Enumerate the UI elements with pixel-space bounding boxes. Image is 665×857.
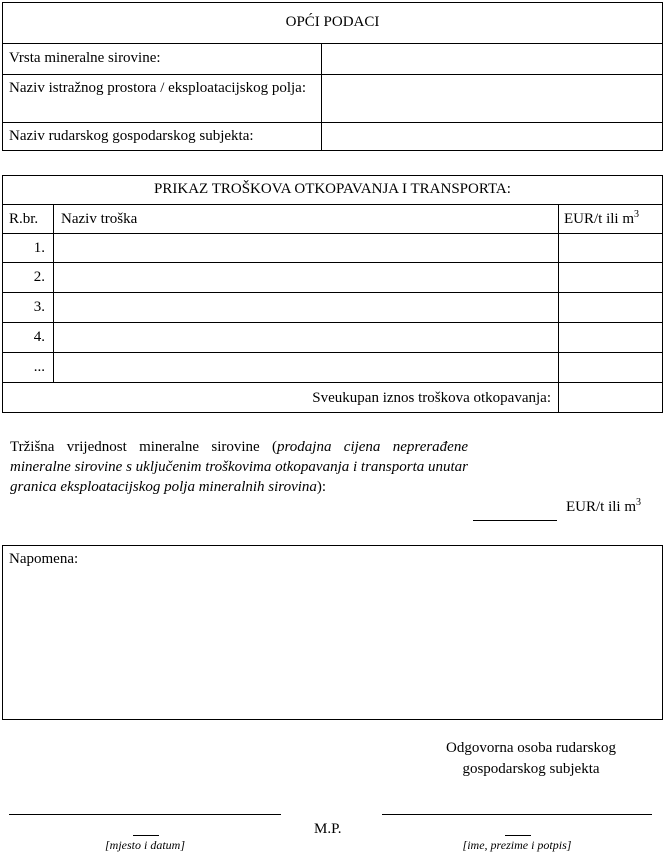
market-text-b: ):	[316, 479, 327, 495]
mineral-type-field[interactable]	[322, 44, 662, 74]
company-name-field[interactable]	[322, 123, 662, 150]
cost-value-field[interactable]	[559, 293, 662, 322]
cost-name-field[interactable]	[54, 263, 558, 292]
note-field[interactable]	[9, 572, 654, 712]
unit-sup: 3	[634, 209, 640, 220]
row-no: 3.	[33, 299, 45, 315]
field-name-field[interactable]	[322, 75, 662, 122]
divider	[133, 835, 159, 836]
cost-name-field[interactable]	[54, 353, 558, 382]
signature-line[interactable]	[382, 814, 652, 815]
unit-text: EUR/t ili m	[566, 499, 637, 515]
cost-value-field[interactable]	[559, 234, 662, 262]
header-unit	[564, 211, 639, 228]
row-no: ...	[33, 359, 45, 375]
company-name-label: Naziv rudarskog gospodarskog subjekta:	[9, 128, 254, 144]
divider	[505, 835, 531, 836]
place-date-caption: [mjesto i datum]	[104, 838, 185, 852]
field-name-label: Naziv istražnog prostora / eksploatacijskog polja:	[9, 80, 307, 96]
note-label: Napomena:	[9, 551, 79, 567]
market-unit	[566, 499, 641, 516]
total-label: Sveukupan iznos troškova otkopavanja:	[312, 390, 551, 406]
stamp-label: M.P.	[314, 821, 342, 837]
mineral-type-label: Vrsta mineralne sirovine:	[9, 50, 161, 66]
unit-text: EUR/t ili m	[564, 211, 635, 227]
general-title: OPĆI PODACI	[285, 14, 380, 30]
header-name: Naziv troška	[61, 211, 138, 227]
market-text-italic: prodajna cijena neprerađene mineralne sirovine s uključenim troškovima otkopavanja i transporta unutar granica eksploatacijskog polja mineralnih sirovina	[10, 439, 469, 495]
header-no: R.br.	[9, 211, 39, 227]
unit-sup: 3	[636, 497, 642, 508]
cost-name-field[interactable]	[54, 323, 558, 352]
market-value-field[interactable]	[473, 500, 557, 521]
total-value-field[interactable]	[559, 383, 662, 412]
place-date-line[interactable]	[9, 814, 281, 815]
divider	[2, 204, 663, 205]
cost-value-field[interactable]	[559, 263, 662, 292]
row-no: 4.	[33, 329, 45, 345]
costs-title: PRIKAZ TROŠKOVA OTKOPAVANJA I TRANSPORTA:	[154, 181, 511, 197]
cost-name-field[interactable]	[54, 293, 558, 322]
row-no: 1.	[33, 240, 45, 256]
cost-name-field[interactable]	[54, 234, 558, 262]
market-text-a: Tržišna vrijednost mineralne sirovine (	[10, 439, 278, 455]
market-value-text	[10, 437, 468, 497]
row-no: 2.	[33, 269, 45, 285]
responsible-title-1: Odgovorna osoba rudarskog	[446, 740, 616, 756]
responsible-title-2: gospodarskog subjekta	[462, 761, 600, 777]
name-sign-caption: [ime, prezime i potpis]	[462, 838, 572, 852]
cost-value-field[interactable]	[559, 323, 662, 352]
cost-value-field[interactable]	[559, 353, 662, 382]
